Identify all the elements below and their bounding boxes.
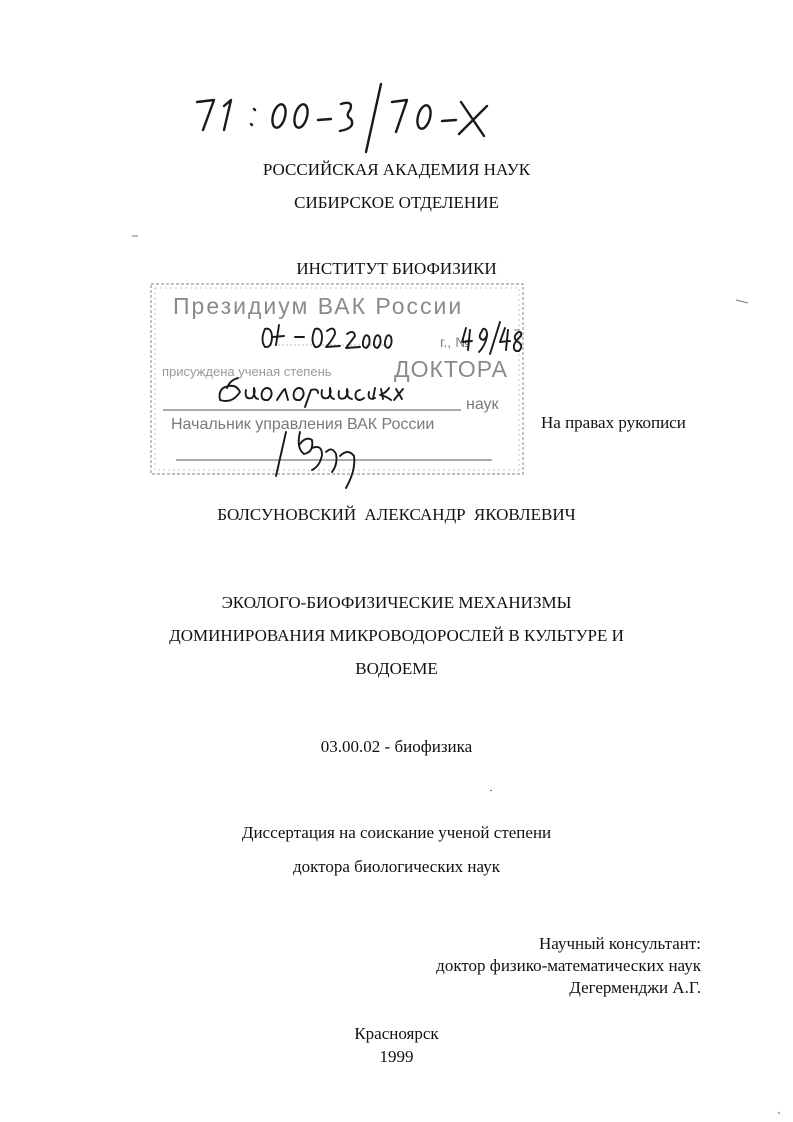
academy-heading: РОССИЙСКАЯ АКАДЕМИЯ НАУК: [262, 160, 531, 179]
author-name: БОЛСУНОВСКИЙ АЛЕКСАНДР ЯКОВЛЕВИЧ: [217, 505, 576, 524]
stamp-awarded-prefix: присуждена ученая степень: [162, 364, 332, 379]
title-line-2: ДОМИНИРОВАНИЯ МИКРОВОДОРОСЛЕЙ В КУЛЬТУРЕ И: [169, 626, 624, 645]
title-line-1: ЭКОЛОГО-БИОФИЗИЧЕСКИЕ МЕХАНИЗМЫ: [221, 593, 572, 612]
stamp-title: Президиум ВАК России: [173, 293, 464, 319]
stamp-awarded-degree: ДОКТОРА: [394, 356, 508, 382]
specialty-code: 03.00.02 - биофизика: [320, 737, 473, 756]
consultant-degree: доктор физико-математических наук: [436, 956, 701, 975]
consultant-block: [436, 933, 701, 999]
stamp-science-suffix: наук: [466, 396, 499, 413]
institute-heading: ИНСТИТУТ БИОФИЗИКИ: [296, 259, 497, 278]
city: Красноярск: [354, 1024, 439, 1043]
degree-line-1: Диссертация на соискание ученой степени: [241, 823, 552, 842]
consultant-name: Дегерменджи А.Г.: [569, 978, 701, 997]
year: 1999: [379, 1047, 414, 1066]
stamp-date-suffix: г., №: [440, 334, 471, 350]
stamp-office: Начальник управления ВАК России: [171, 416, 435, 433]
title-line-3: ВОДОЕМЕ: [355, 659, 438, 678]
branch-heading: СИБИРСКОЕ ОТДЕЛЕНИЕ: [294, 193, 499, 212]
manuscript-rights: На правах рукописи: [541, 413, 686, 432]
degree-line-2: доктора биологических наук: [293, 857, 500, 876]
consultant-label: Научный консультант:: [539, 934, 701, 953]
